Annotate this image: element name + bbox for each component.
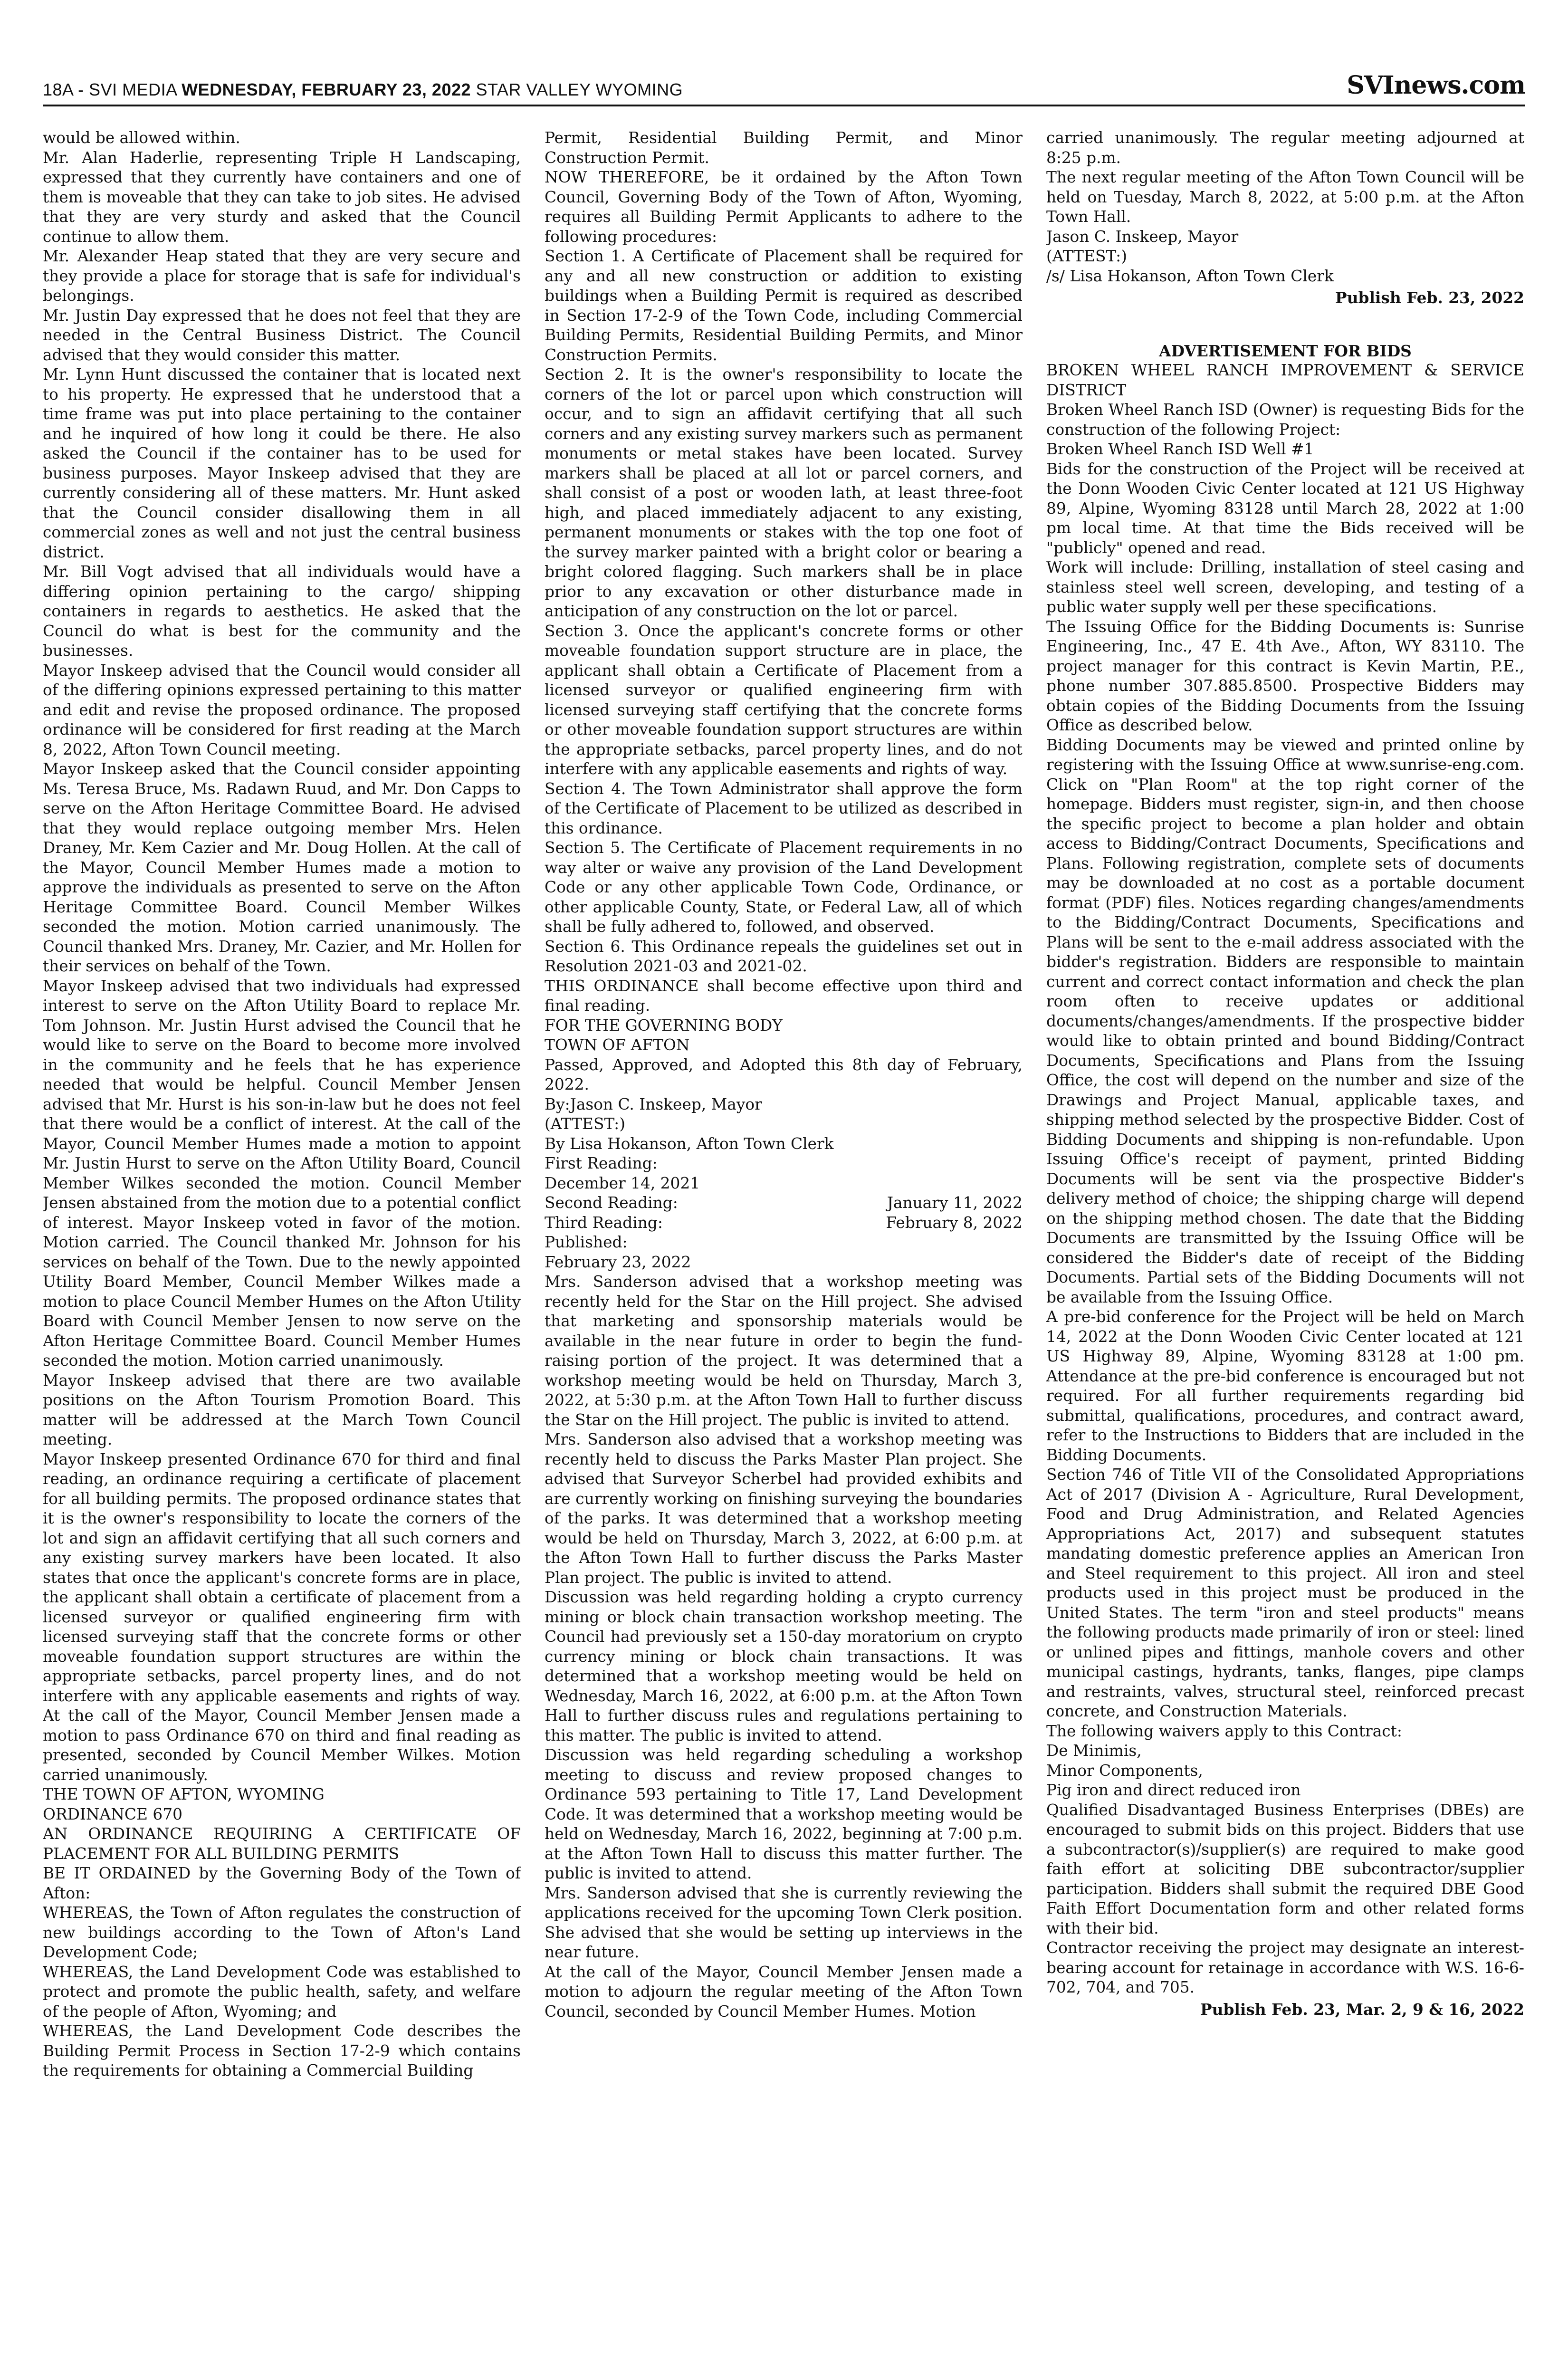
spacer — [1046, 308, 1524, 341]
paragraph: AN ORDINANCE REQUIRING A CERTIFICATE OF PLACEMENT FOR ALL BUILDING PERMITS — [43, 1825, 521, 1863]
minutes-text — [545, 1233, 1023, 2022]
column-1 — [43, 128, 521, 2376]
paragraph: TOWN OF AFTON — [545, 1036, 690, 1054]
paragraph: Mr. Lynn Hunt discussed the container that is located next to his property. He expressed that he understood that a time frame was put into place pertaining to the container and he inquired of how long it could be there. He also asked the Council if the container has to be used for business purposes. Mayor Inskeep advised that they are currently considering all of these matters. Mr. Hunt asked that the Council consider disallowing them in all commercial zones as well and not just the central business district. — [43, 365, 521, 561]
paragraph: carried unanimously. The regular meeting adjourned at 8:25 p.m. — [1046, 129, 1524, 167]
paragraph: Discussion was held regarding holding a crypto currency mining or block chain transaction workshop meeting. The Council had previously set a 150-day moratorium on crypto currency mining or block chain transactions. It was determined that a workshop meeting would be held on Wednesday, March 16, 2022, at 6:00 p.m. at the Afton Town Hall to further discuss rules and regulations pertaining to this matter. The public is invited to attend. — [545, 1588, 1023, 1744]
paragraph: WHEREAS, the Town of Afton regulates the construction of new buildings according to the Town of Afton's Land Development Code; — [43, 1904, 521, 1961]
paragraph: BROKEN WHEEL RANCH IMPROVEMENT & SERVICE DISTRICT — [1046, 361, 1524, 399]
paragraph: (ATTEST:) — [1046, 247, 1128, 265]
paragraph: By Lisa Hokanson, Afton Town Clerk — [545, 1134, 834, 1153]
paragraph: would be allowed within. — [43, 129, 240, 147]
paragraph: The next regular meeting of the Afton Town Council will be held on Tuesday, March 8, 2022, at 5:00 p.m. at the Afton Town Hall. — [1046, 168, 1524, 226]
paragraph: By:Jason C. Inskeep, Mayor — [545, 1095, 762, 1113]
second-reading-date: January 11, 2022 — [887, 1194, 1023, 1212]
third-reading-date: February 8, 2022 — [886, 1213, 1023, 1232]
third-reading-row — [545, 1213, 1023, 1233]
paragraph: NOW THEREFORE, be it ordained by the Afton Town Council, Governing Body of the Town of Afton, Wyoming, requires all Building Permit Applicants to adhere to the following procedures: — [545, 168, 1023, 246]
column-2 — [545, 128, 1023, 2376]
paragraph: Mr. Alexander Heap stated that they are very secure and they provide a place for storage that is safe for individual's belongings. — [43, 247, 521, 305]
columns — [43, 128, 1525, 2376]
paragraph: Mrs. Sanderson advised that a workshop meeting was recently held for the Star on the Hill project. She advised that marketing and sponsorship materials would be available in the near future in order to begin the fund-raising portion of the project. It was determined that a workshop meeting would be held on Thursday, March 3, 2022, at 5:30 p.m. at the Afton Town Hall to further discuss the Star on the Hill project. The public is invited to attend. — [545, 1273, 1023, 1429]
column-3 — [1046, 128, 1524, 2376]
paragraph: THE TOWN OF AFTON, WYOMING — [43, 1785, 325, 1803]
paragraph: Bidding Documents may be viewed and printed online by registering with the Issuing Office at www.sunrise-eng.com. Click on "Plan Room" at the top right corner of the homepage. Bidders must register, sign-in, and then choose the specific project to become a plan holder and obtain access to Bidding/Contract Documents, Specifications and Plans. Following registration, complete sets of documents may be downloaded at no cost as a portable document format (PDF) files. Notices regarding changes/amendments to the Bidding/Contract Documents, Specifications and Plans will be sent to the e-mail address associated with the bidder's registration. Bidders are responsible to maintain current and correct contact information and check the plan room often to receive updates or additional documents/changes/amendments. If the prospective bidder would like to obtain printed and bound Bidding/Contract Documents, Specifications and Plans from the Issuing Office, the cost will depend on the number and size of the Drawings and Project Manual, applicable taxes, and shipping method selected by the prospective Bidder. Cost of Bidding Documents and shipping is non-refundable. Upon Issuing Office's receipt of payment, printed Bidding Documents will be sent via the prospective Bidder's delivery method of choice; the shipping charge will depend on the shipping method chosen. The date that the Bidding Documents are transmitted by the Issuing Office will be considered the Bidder's date of receipt of the Bidding Documents. Partial sets of the Bidding Documents will not be available from the Issuing Office. — [1046, 736, 1524, 1306]
paragraph: The following waivers apply to this Contract: — [1046, 1722, 1402, 1740]
paragraph: Jason C. Inskeep, Mayor — [1046, 227, 1239, 246]
paragraph: December 14, 2021 — [545, 1174, 700, 1192]
page-header — [43, 62, 1525, 106]
site-name[interactable]: SVInews.com — [1347, 71, 1525, 100]
paragraph: Mayor Inskeep advised that there are two available positions on the Afton Tourism Promotion Board. This matter will be addressed at the March Town Council meeting. — [43, 1371, 521, 1448]
paragraph: First Reading: — [545, 1154, 658, 1172]
second-reading-row — [545, 1193, 1023, 1213]
paragraph: Mr. Alan Haderlie, representing Triple H Landscaping, expressed that they currently have containers and one of them is moveable that they can take to job sites. He advised that they are very sturdy and asked that the Council continue to allow them. — [43, 148, 521, 246]
paragraph: Broken Wheel Ranch ISD Well #1 — [1046, 440, 1314, 458]
paragraph: Mrs. Sanderson also advised that a workshop meeting was recently held to discuss the Parks Master Plan project. She advised that Surveyor Scherbel had provided exhibits and are currently working on finishing surveying the boundaries of the parks. It was determined that a workshop meeting would be held on Thursday, March 3, 2022, at 6:00 p.m. at the Afton Town Hall to further discuss the Parks Master Plan project. The public is invited to attend. — [545, 1430, 1023, 1587]
masthead — [43, 80, 683, 100]
paragraph: THIS ORDINANCE shall become effective upon third and final reading. — [545, 977, 1023, 1015]
paragraph: Section 3. Once the applicant's concrete forms or other moveable foundation support structure are in place, the applicant shall obtain a Certificate of Placement from a licensed surveyor or qualified engineering firm with licensed surveying staff certifying that the concrete forms or other moveable foundation support structures are within the appropriate setbacks, parcel property lines, and do not interfere with any applicable easements and rights of way. — [545, 622, 1023, 778]
paragraph: The Issuing Office for the Bidding Documents is: Sunrise Engineering, Inc., 47 E. 4th Ave., Afton, WY 83110. The project manager for this contract is Kevin Martin, P.E., phone number 307.885.8500. Prospective Bidders may obtain copies of the Bidding Documents from the Issuing Office as described below. — [1046, 617, 1524, 734]
paragraph: Mayor Inskeep advised that two individuals had expressed interest to serve on the Afton Utility Board to replace Mr. Tom Johnson. Mr. Justin Hurst advised the Council that he would like to serve on the Board to become more involved in the community and he feels that he has experience needed that would be helpful. Council Member Jensen advised that Mr. Hurst is his son-in-law but he does not feel that there would be a conflict of interest. At the call of the Mayor, Council Member Humes made a motion to appoint Mr. Justin Hurst to serve on the Afton Utility Board, Council Member Wilkes seconded the motion. Council Member Jensen abstained from the motion due to a potential conflict of interest. Mayor Inskeep voted in favor of the motion. Motion carried. The Council thanked Mr. Johnson for his services on behalf of the Town. Due to the newly appointed Utility Board Member, Council Member Wilkes made a motion to place Council Member Humes on the Afton Utility Board with Council Member Jensen to now serve on the Afton Heritage Committee Board. Council Member Humes seconded the motion. Motion carried unanimously. — [43, 977, 521, 1370]
paragraph: Minor Components, — [1046, 1761, 1203, 1780]
paragraph: Mr. Justin Day expressed that he does not feel that they are needed in the Central Business District. The Council advised that they would consider this matter. — [43, 306, 521, 364]
paragraph: Mayor Inskeep asked that the Council consider appointing Ms. Teresa Bruce, Ms. Radawn Ruud, and Mr. Don Capps to serve on the Afton Heritage Committee Board. He advised that they would replace outgoing member Mrs. Helen Draney, Mr. Kem Cazier and Mr. Doug Hollen. At the call of the Mayor, Council Member Humes made a motion to approve the individuals as presented to serve on the Afton Heritage Committee Board. Council Member Wilkes seconded the motion. Motion carried unanimously. The Council thanked Mrs. Draney, Mr. Cazier, and Mr. Hollen for their services on behalf of the Town. — [43, 760, 521, 975]
paragraph: Section 2. It is the owner's responsibility to locate the corners of the lot or parcel upon which construction will occur, and to sign an affidavit certifying that all such corners and any existing survey markers such as permanent monuments or metal stakes have been located. Survey markers shall be placed at all lot or parcel corners, and shall consist of a post or wooden lath, at least three-foot high, and placed immediately adjacent to any existing, permanent monuments or stakes with the top one foot of the survey marker painted with a bright color or bearing a bright colored flagging. Such markers shall be in place prior to any excavation or other disturbance made in anticipation of any construction on the lot or parcel. — [545, 365, 1023, 620]
paragraph: Section 6. This Ordinance repeals the guidelines set out in Resolution 2021-03 and 2021-02. — [545, 937, 1023, 975]
page-info: 18A - SVI MEDIA — [43, 80, 177, 99]
paragraph: Section 4. The Town Administrator shall approve the form of the Certificate of Placement to be utilized as described in this ordinance. — [545, 779, 1023, 837]
paragraph: WHEREAS, the Land Development Code describes the Building Permit Process in Section 17-2-9 which contains the requirements for obtaining a Commercial Building — [43, 2022, 521, 2079]
ordinance-text — [545, 128, 1023, 1193]
paragraph: Section 5. The Certificate of Placement requirements in no way alter or waive any provision of the Land Development Code or any other applicable Town Code, Ordinance, or other applicable County, State, or Federal Law, all of which shall be fully adhered to, followed, and observed. — [545, 839, 1023, 936]
paragraph: Mrs. Sanderson advised that she is currently reviewing the applications received for the upcoming Town Clerk position. She advised that she would be setting up interviews in the near future. — [545, 1884, 1023, 1961]
paragraph: WHEREAS, the Land Development Code was established to protect and promote the public health, safety, and welfare of the people of Afton, Wyoming; and — [43, 1963, 521, 2021]
paragraph: At the call of the Mayor, Council Member Jensen made a motion to adjourn the regular meeting of the Afton Town Council, seconded by Council Member Humes. Motion — [545, 1963, 1023, 2021]
third-reading-label: Third Reading: — [545, 1213, 663, 1232]
paragraph: Qualified Disadvantaged Business Enterprises (DBEs) are encouraged to submit bids on this project. Bidders that use a subcontractor(s)/supplier(s) are required to make good faith effort at soliciting DBE subcontractor/supplier participation. Bidders shall submit the required DBE Good Faith Effort Documentation form and other related forms with their bid. — [1046, 1801, 1524, 1937]
paragraph: Broken Wheel Ranch ISD (Owner) is requesting Bids for the construction of the following Project: — [1046, 401, 1524, 439]
paragraph: Discussion was held regarding scheduling a workshop meeting to discuss and review proposed changes to Ordinance 593 pertaining to Title 17, Land Development Code. It was determined that a workshop meeting would be held on Wednesday, March 16, 2022, beginning at 7:00 p.m. at the Afton Town Hall to discuss this matter further. The public is invited to attend. — [545, 1746, 1023, 1882]
paragraph: De Minimis, — [1046, 1742, 1142, 1760]
paragraph: Mayor Inskeep presented Ordinance 670 for third and final reading, an ordinance requiring a certificate of placement for all building permits. The proposed ordinance states that it is the owner's responsibility to locate the corners of the lot and sign an affidavit certifying that all such corners and any existing survey markers have been located. It also states that once the applicant's concrete forms are in place, the applicant shall obtain a certificate of placement from a licensed surveyor or qualified engineering firm with licensed surveying staff that the concrete forms or other moveable foundation support structures are within the appropriate setbacks, parcel property lines, and do not interfere with any applicable easements and rights of way. At the call of the Mayor, Council Member Jensen made a motion to pass Ordinance 670 on third and final reading as presented, seconded by Council Member Wilkes. Motion carried unanimously. — [43, 1450, 521, 1784]
publish-date-1: Publish Feb. 23, 2022 — [1335, 288, 1524, 307]
location: STAR VALLEY WYOMING — [476, 80, 683, 99]
paragraph: Bids for the construction of the Project will be received at the Donn Wooden Civic Center located at 121 US Highway 89, Alpine, Wyoming 83128 until March 28, 2022 at 1:00 pm local time. At that time the Bids received will be "publicly" opened and read. — [1046, 460, 1524, 557]
publish-date-2: Publish Feb. 23, Mar. 2, 9 & 16, 2022 — [1200, 2000, 1524, 2019]
paragraph: Permit, Residential Building Permit, and Minor Construction Permit. — [545, 129, 1023, 167]
paragraph: Contractor receiving the project may designate an interest-bearing account for retainage in accordance with W.S. 16-6-702, 704, and 705. — [1046, 1939, 1524, 1996]
ad-text — [1046, 361, 1524, 1998]
paragraph: (ATTEST:) — [545, 1115, 626, 1133]
paragraph: Section 1. A Certificate of Placement shall be required for any and all new construction or addition to existing buildings when a Building Permit is required as described in Section 17-2-9 of the Town Code, including Commercial Building Permits, Residential Building Permits, and Minor Construction Permits. — [545, 247, 1023, 364]
paragraph: Mr. Bill Vogt advised that all individuals would have a differing opinion pertaining to the cargo/ shipping containers in regards to aesthetics. He asked that the Council do what is best for the community and the businesses. — [43, 563, 521, 660]
minutes-end — [1046, 128, 1524, 286]
paragraph: Work will include: Drilling, installation of steel casing and stainless steel well screen, developing, and testing of a public water supply well per these specifications. — [1046, 558, 1524, 616]
issue-date: WEDNESDAY, FEBRUARY 23, 2022 — [182, 80, 471, 99]
paragraph: Pig iron and direct reduced iron — [1046, 1781, 1301, 1799]
paragraph: A pre-bid conference for the Project will be held on March 14, 2022 at the Donn Wooden Civic Center located at 121 US Highway 89, Alpine, Wyoming 83128 at 1:00 pm. Attendance at the pre-bid conference is encouraged but not required. For all further requirements regarding bid submittal, qualifications, procedures, and contract award, refer to the Instructions to Bidders that are included in the Bidding Documents. — [1046, 1308, 1524, 1464]
paragraph: Section 746 of Title VII of the Consolidated Appropriations Act of 2017 (Division A - Agriculture, Rural Development, Food and Drug Administration, and Related Agencies Appropriations Act, 2017) and subsequent statutes mandating domestic preference applies an American Iron and Steel requirement to this project. All iron and steel products used in this project must be produced in the United States. The term "iron and steel products" means the following products made primarily of iron or steel: lined or unlined pipes and fittings, manhole covers and other municipal castings, hydrants, tanks, flanges, pipe clamps and restraints, valves, structural steel, reinforced precast concrete, and Construction Materials. — [1046, 1466, 1524, 1720]
paragraph: FOR THE GOVERNING BODY — [545, 1016, 783, 1035]
paragraph: February 23, 2022 — [545, 1253, 691, 1271]
paragraph: Passed, Approved, and Adopted this 8th day of February, 2022. — [545, 1055, 1023, 1093]
paragraph: Mayor Inskeep advised that the Council would consider all of the differing opinions expressed pertaining to this matter and edit and revise the proposed ordinance. The proposed ordinance will be considered for first reading at the March 8, 2022, Afton Town Council meeting. — [43, 661, 521, 758]
second-reading-label: Second Reading: — [545, 1194, 678, 1212]
paragraph: ORDINANCE 670 — [43, 1805, 182, 1823]
paragraph: BE IT ORDAINED by the Governing Body of the Town of Afton: — [43, 1864, 521, 1902]
ad-title: ADVERTISEMENT FOR BIDS — [1159, 341, 1412, 360]
paragraph: /s/ Lisa Hokanson, Afton Town Clerk — [1046, 267, 1334, 285]
paragraph: Published: — [545, 1233, 628, 1251]
